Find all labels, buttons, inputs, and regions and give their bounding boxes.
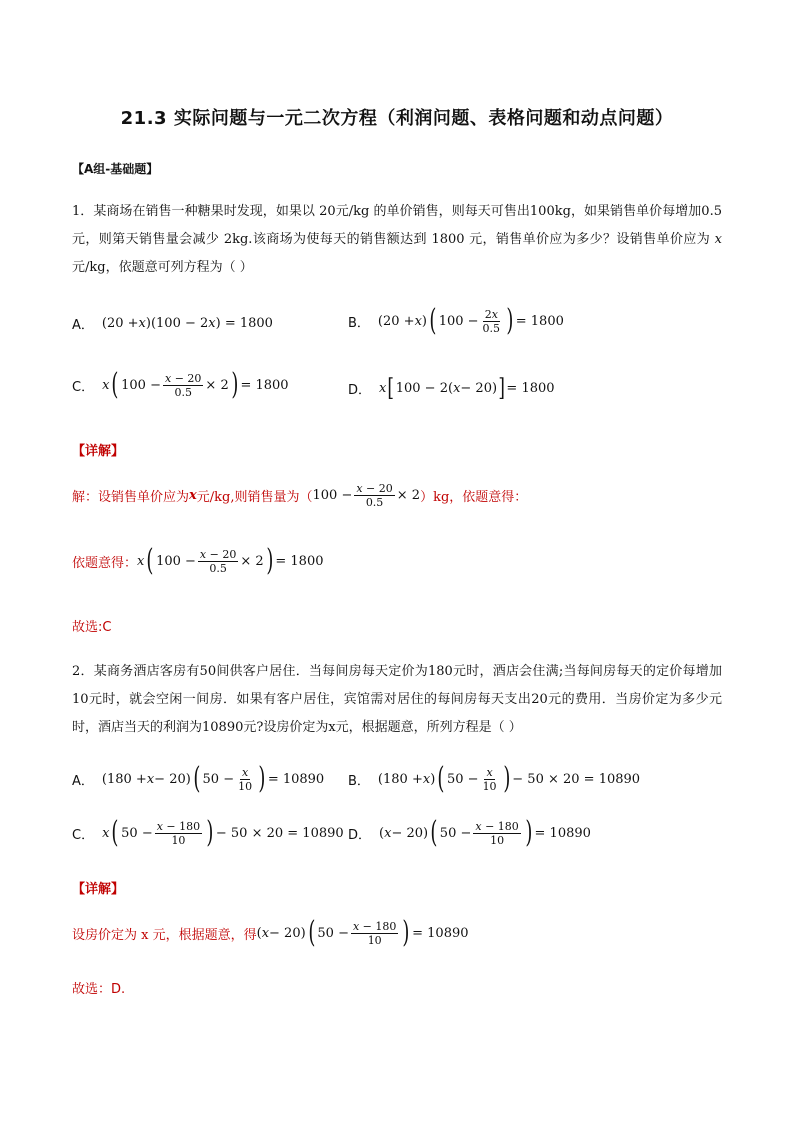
option-label: B． — [348, 773, 370, 789]
question-2-answer: 故选：D. — [72, 982, 126, 997]
solution-text: 依题意得： — [72, 555, 138, 571]
option-label: D． — [348, 382, 372, 398]
question-1-text — [72, 198, 722, 282]
option-c-equation: x ( 100 − $\frac{x - 20}{0.5}$ × 2 ) = 1800 — [102, 367, 289, 402]
option-b-equation: (180 + x ) ( 50 − $\frac{x}{10}$ ) − 50 × 20 = 10890 — [377, 761, 641, 796]
question-1-solution-line1 — [72, 482, 527, 509]
question-2-option-b[interactable] — [348, 761, 641, 796]
solution-text: 解：设销售单价应为 — [72, 490, 190, 505]
question-1-option-d[interactable] — [348, 376, 555, 400]
question-1-solution-line2 — [72, 543, 324, 578]
option-d-equation: x [ 100 − 2( x − 20) ] = 1800 — [379, 374, 555, 402]
solution-variable: x — [189, 488, 197, 503]
solution-sales-expression: 100 − $\frac{x - 20}{0.5}$ × 2 — [312, 482, 421, 509]
option-label: A． — [72, 773, 94, 789]
question-1-detail-label: 【详解】 — [72, 444, 125, 459]
option-a-equation: (180 + x − 20) ( 50 − $\frac{x}{10}$ ) = 10890 — [101, 761, 325, 796]
option-a-equation: (20 + x )(100 − 2 x ) = 1800 — [101, 316, 273, 331]
question-1-option-b[interactable] — [348, 303, 564, 338]
question-1-variable: x — [714, 232, 722, 247]
solution-text: ）kg，依题意得： — [420, 490, 528, 505]
question-1-text-part1: 1．某商场在销售一种糖果时发现，如果以 20元/kg 的单价销售，则每天可售出100kg，如果销售单价每增加0.5元，则第天销售量会减少 2kg.该商场为使每天的销售额达到 1800 元，销售单价应为多少？设销售单价应为 — [72, 204, 722, 247]
question-2-option-c[interactable] — [72, 815, 344, 850]
option-label: B． — [348, 315, 370, 331]
option-c-equation: x ( 50 − $\frac{x - 180}{10}$ ) − 50 × 20 = 10890 — [102, 815, 344, 850]
solution-text: 设房价定为 x 元，根据题意，得 — [72, 927, 257, 943]
solution-equation: x ( 100 − $\frac{x - 20}{0.5}$ × 2 ) = 1800 — [137, 543, 324, 578]
question-1-text-part2: 元/kg，依题意可列方程为（ ） — [72, 260, 253, 275]
option-d-equation: ( x − 20) ( 50 − $\frac{x - 180}{10}$ ) = 10890 — [379, 815, 591, 850]
option-label: D． — [348, 827, 372, 843]
question-2-option-a[interactable] — [72, 761, 325, 796]
option-label: A． — [72, 318, 94, 333]
question-2-detail-label: 【详解】 — [72, 882, 125, 897]
option-b-equation: (20 + x ) ( 100 − $\frac{2x}{0.5}$ ) = 1800 — [377, 303, 564, 338]
solution-text: 元/kg,则销售量为（ — [196, 490, 313, 505]
question-1-option-c[interactable] — [72, 367, 289, 402]
question-1-answer: 故选:C — [72, 620, 112, 635]
option-label: C． — [72, 379, 95, 395]
question-2-option-d[interactable] — [348, 815, 591, 850]
section-label: 【A组-基础题】 — [72, 162, 159, 176]
question-2-solution — [72, 915, 469, 950]
page-title: 21.3 实际问题与一元二次方程（利润问题、表格问题和动点问题） — [120, 108, 674, 129]
option-label: C． — [72, 827, 95, 843]
question-1-option-a[interactable] — [72, 314, 273, 333]
solution-equation: ( x − 20) ( 50 − $\frac{x - 180}{10}$ ) = 10890 — [256, 915, 469, 950]
question-2-text: 2．某商务酒店客房有50间供客户居住．当每间房每天定价为180元时，酒店会住满;当每间房每天的定价每增加10元时，就会空闲一间房．如果有客户居住，宾馆需对居住的每间房每天支出20元的费用．当房价定为多少元时，酒店当天的利润为10890元?设房价定为x元，根据题意，所列方程是（ ） — [72, 664, 722, 735]
